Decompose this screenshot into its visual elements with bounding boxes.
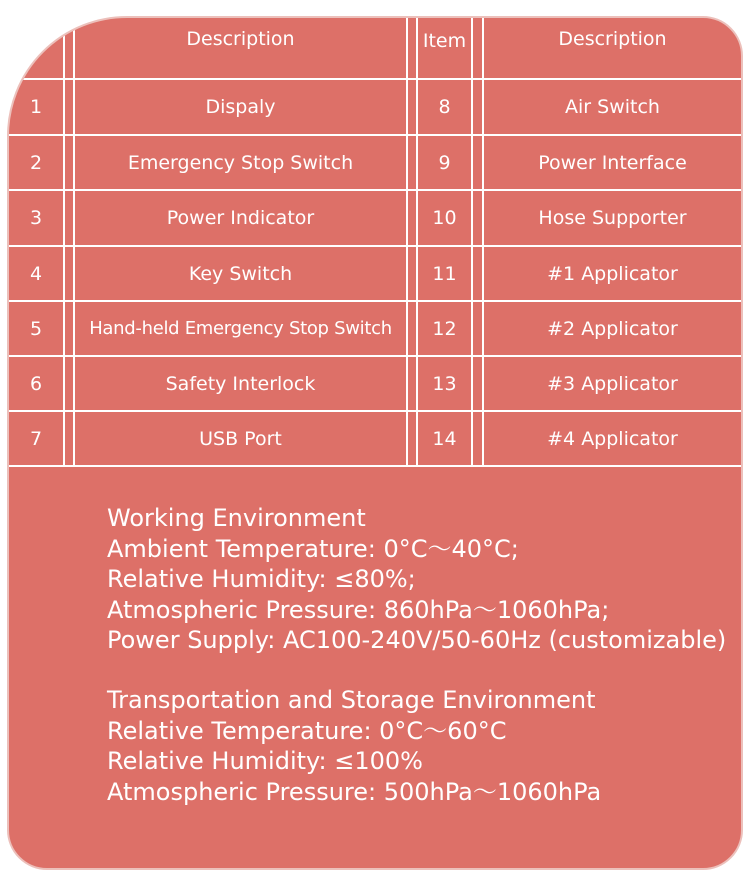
item-number: 2 <box>29 151 43 174</box>
item-description: #1 Applicator <box>547 262 678 285</box>
header-description-left: Description <box>186 28 295 50</box>
item-number: 7 <box>29 427 43 450</box>
item-description: Power Indicator <box>166 207 315 229</box>
spec-line: Ambient Temperature: 0°C～40°C; <box>107 534 519 563</box>
working-environment-title: Working Environment <box>107 504 366 532</box>
item-description: Hand-held Emergency Stop Switch <box>89 318 392 339</box>
item-description: Emergency Stop Switch <box>127 151 354 174</box>
spec-line: Power Supply: AC100-240V/50-60Hz (customizable) <box>107 626 727 654</box>
item-number: 13 <box>432 372 457 395</box>
item-number: 1 <box>29 96 43 118</box>
item-number: 11 <box>432 262 457 285</box>
spec-line: Relative Humidity: ≤100% <box>107 747 423 775</box>
item-number: 9 <box>438 151 451 174</box>
transport-environment-title: Transportation and Storage Environment <box>107 686 596 714</box>
item-number: 4 <box>29 262 43 285</box>
spec-line: Atmospheric Pressure: 500hPa～1060hPa <box>107 777 602 806</box>
item-description: Air Switch <box>565 96 660 118</box>
item-description: Key Switch <box>188 262 293 285</box>
item-description: #3 Applicator <box>547 372 678 395</box>
spec-line: Atmospheric Pressure: 860hPa～1060hPa; <box>107 595 610 624</box>
spec-line: Relative Humidity: ≤80%; <box>107 565 416 593</box>
item-number: 6 <box>29 372 43 395</box>
item-description: Dispaly <box>205 96 276 118</box>
item-description: #2 Applicator <box>547 317 678 340</box>
item-number: 12 <box>432 317 457 340</box>
item-number: 5 <box>29 317 43 340</box>
item-description: Hose Supporter <box>538 207 687 229</box>
item-description: Power Interface <box>538 151 687 174</box>
grid-line <box>63 18 65 467</box>
transport-environment-block <box>107 685 601 807</box>
header-item: Item <box>422 30 467 52</box>
grid-line <box>471 18 473 467</box>
working-environment-block <box>107 503 726 656</box>
item-description: Safety Interlock <box>165 372 316 395</box>
item-number: 8 <box>438 96 451 118</box>
item-description: USB Port <box>199 427 282 450</box>
item-description: #4 Applicator <box>547 427 678 450</box>
spec-line: Relative Temperature: 0°C～60°C <box>107 716 507 745</box>
item-number: 14 <box>432 427 457 450</box>
header-description-right: Description <box>558 28 667 50</box>
item-number: 10 <box>432 207 457 229</box>
spec-card <box>7 16 743 870</box>
grid-line <box>9 465 741 467</box>
grid-line <box>406 18 408 467</box>
item-number: 3 <box>29 207 43 229</box>
